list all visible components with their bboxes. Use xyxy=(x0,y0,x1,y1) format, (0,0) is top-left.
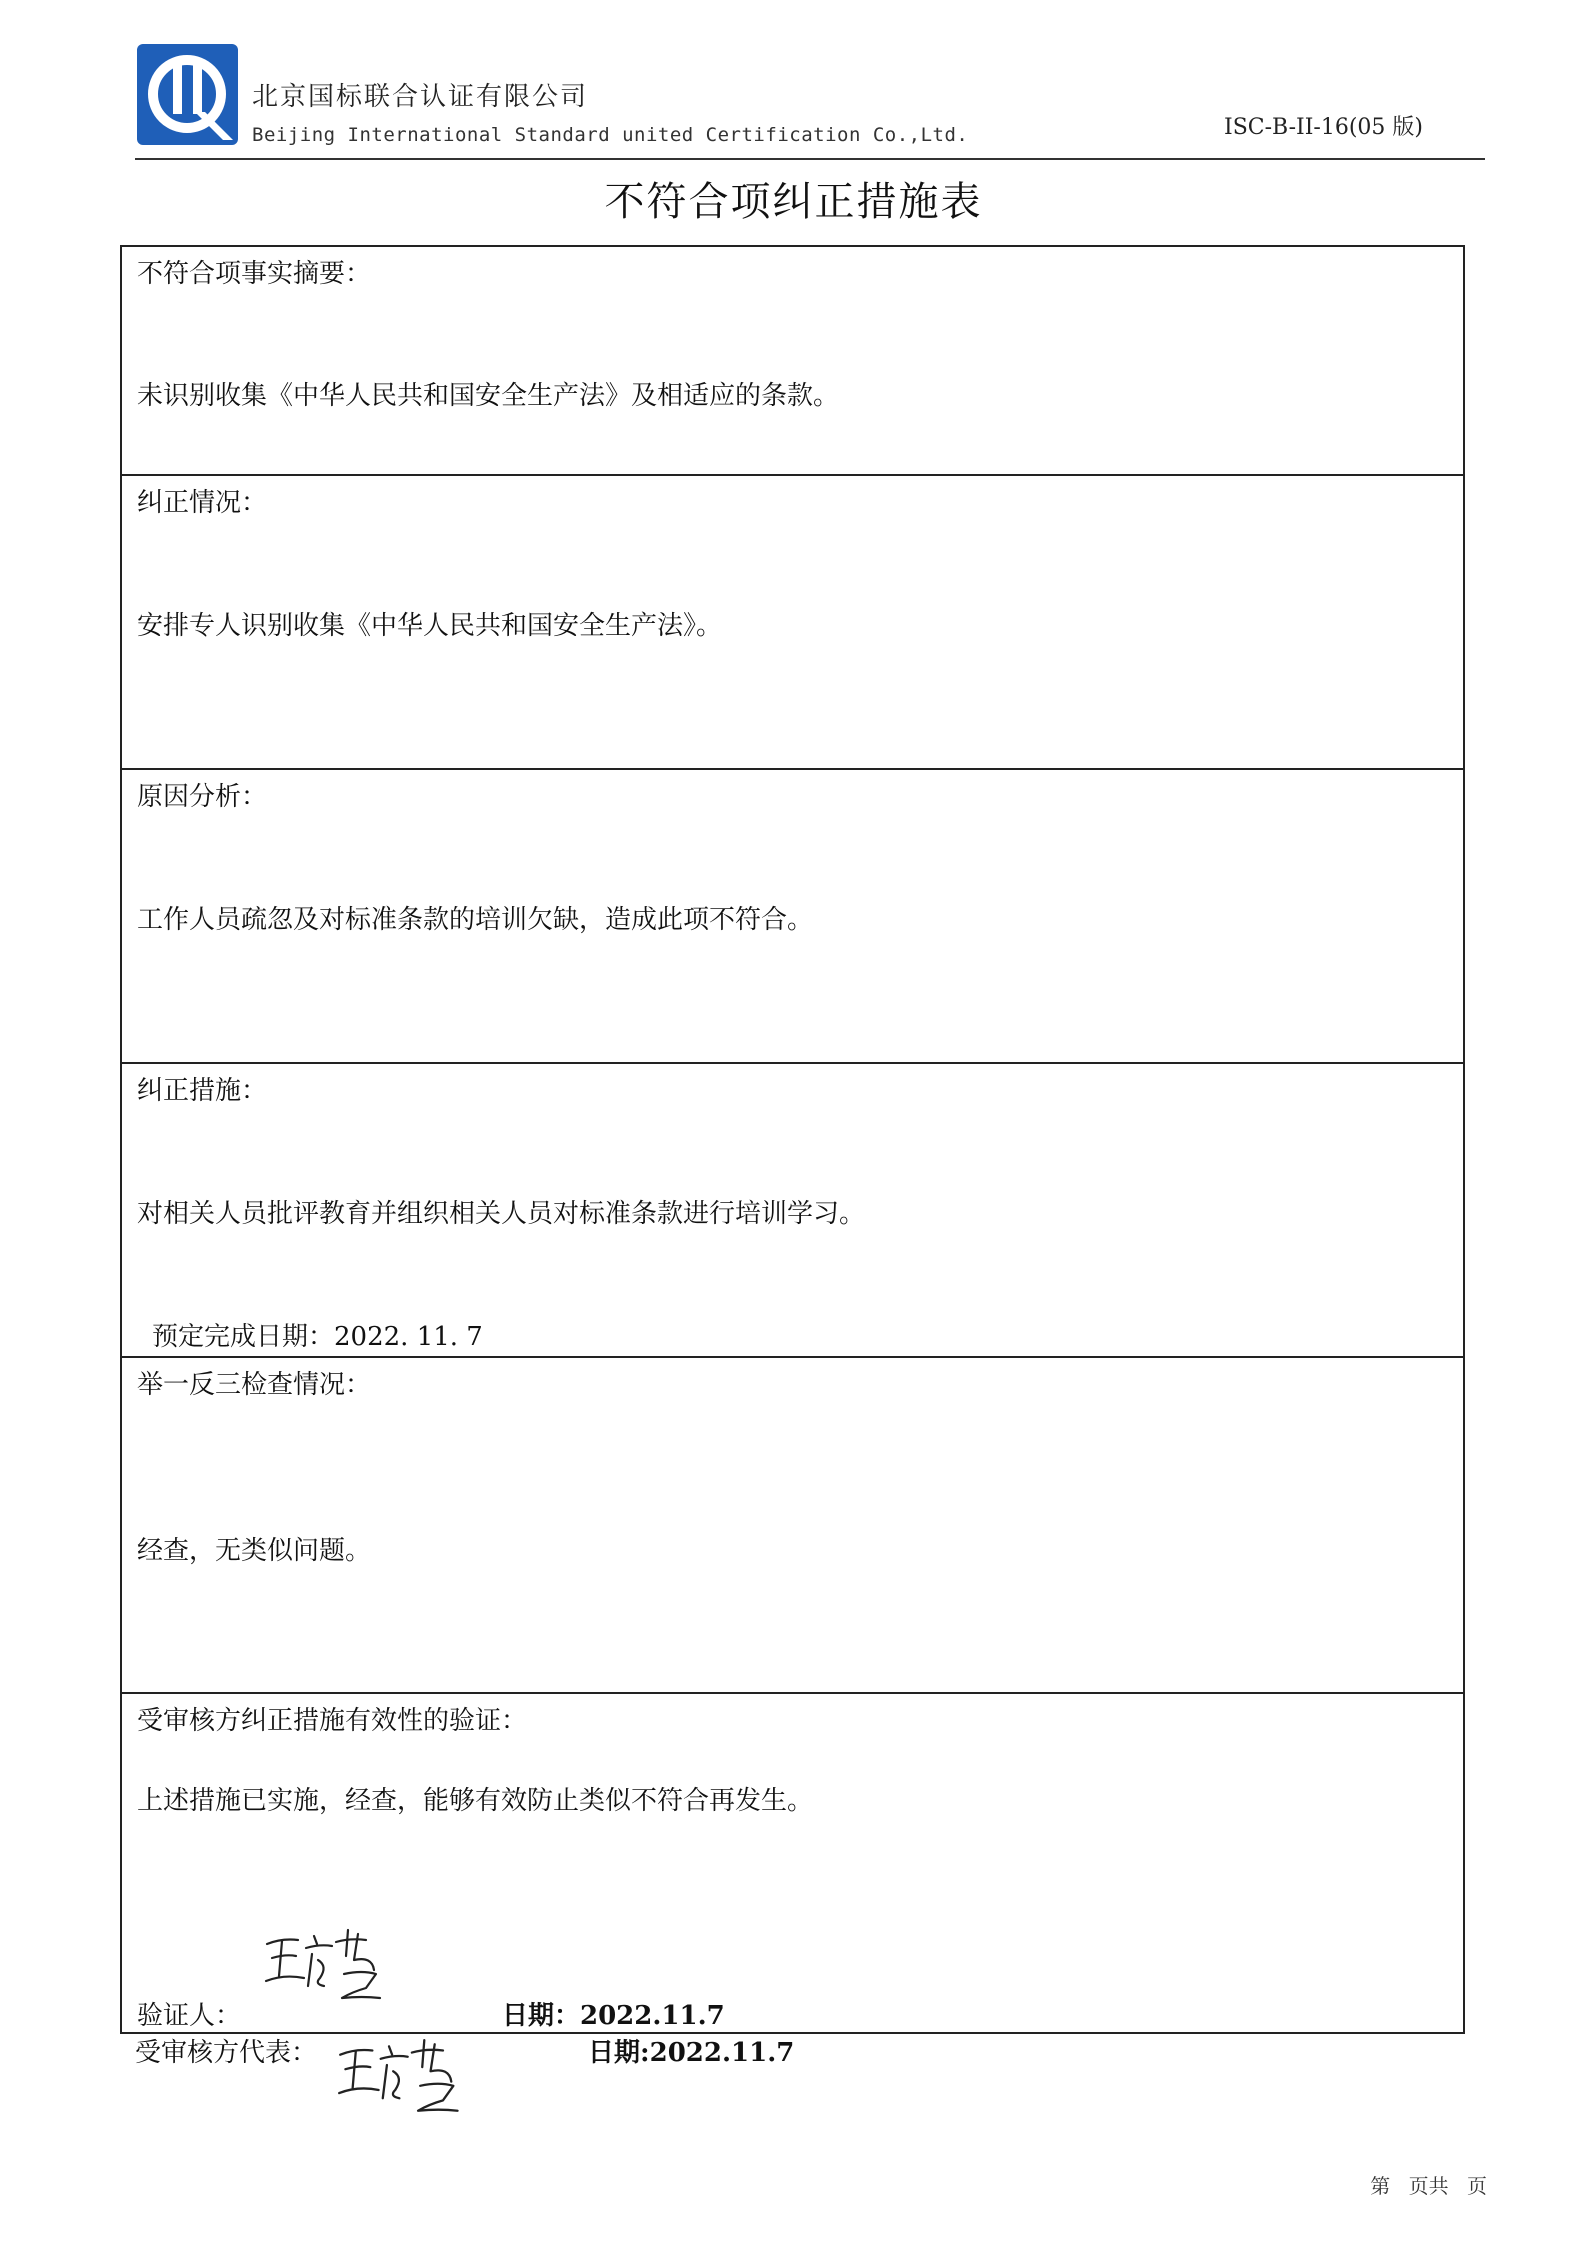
section-extended-inspection xyxy=(122,1358,1463,1694)
document-code: ISC-B-II-16(05 版) xyxy=(1224,115,1423,140)
page-number-footer: 第 页共 页 xyxy=(1370,2174,1487,2198)
section-label: 纠正措施： xyxy=(137,1076,268,1106)
auditee-representative-label: 受审核方代表： xyxy=(135,2038,318,2068)
verifier-signature xyxy=(262,1926,392,2006)
section-effectiveness-verification xyxy=(122,1694,1463,2032)
verification-date: 日期：2022.11.7 xyxy=(502,2001,725,2031)
section-label: 举一反三检查情况： xyxy=(137,1370,372,1400)
planned-completion-date: 预定完成日期：2022. 11. 7 xyxy=(152,1322,483,1352)
representative-date: 日期:2022.11.7 xyxy=(588,2038,795,2068)
section-text: 工作人员疏忽及对标准条款的培训欠缺，造成此项不符合。 xyxy=(137,905,814,935)
section-text: 经查，无类似问题。 xyxy=(137,1536,372,1566)
document-header xyxy=(135,42,1485,160)
section-text: 安排专人识别收集《中华人民共和国安全生产法》。 xyxy=(137,611,723,641)
section-label: 纠正情况： xyxy=(137,488,268,518)
bistuc-logo-icon xyxy=(135,42,240,147)
corrective-action-form xyxy=(120,245,1465,2034)
page-title: 不符合项纠正措施表 xyxy=(604,179,983,225)
section-text: 对相关人员批评教育并组织相关人员对标准条款进行培训学习。 xyxy=(137,1199,866,1229)
header-divider xyxy=(135,158,1485,160)
company-name-en: Beijing International Standard united Certification Co.,Ltd. xyxy=(252,124,969,146)
section-nonconformity-summary xyxy=(122,247,1463,476)
section-label: 受审核方纠正措施有效性的验证： xyxy=(137,1706,528,1736)
section-text: 未识别收集《中华人民共和国安全生产法》及相适应的条款。 xyxy=(137,381,840,411)
section-cause-analysis xyxy=(122,770,1463,1064)
representative-signature xyxy=(335,2035,470,2120)
section-label: 不符合项事实摘要： xyxy=(137,259,372,289)
section-label: 原因分析： xyxy=(137,782,268,812)
company-name-cn: 北京国标联合认证有限公司 xyxy=(252,82,589,112)
section-corrective-measures xyxy=(122,1064,1463,1358)
verifier-label: 验证人： xyxy=(137,2001,242,2031)
section-text: 上述措施已实施，经查，能够有效防止类似不符合再发生。 xyxy=(137,1786,814,1816)
section-correction-status xyxy=(122,476,1463,770)
